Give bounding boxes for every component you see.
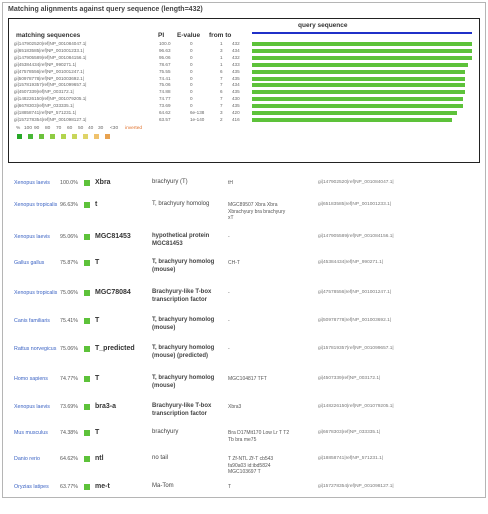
alignment-bar[interactable] [252, 77, 465, 81]
legend-label: 30 [98, 126, 104, 131]
summary-row-from: 1 [220, 61, 223, 67]
summary-row-to: 435 [232, 68, 240, 74]
alignment-bar[interactable] [252, 42, 472, 46]
alignment-bar[interactable] [252, 56, 472, 60]
percent-identity: 75.06% [60, 346, 78, 352]
summary-row-pi: 75.06 [159, 82, 171, 88]
gene-aliases: Bra D17Mit170 Low Lr T T2 Tb bra me75 [228, 430, 290, 443]
gene-symbol: bra3-a [95, 403, 117, 410]
gene-description: T, brachyury homolog (mouse) [152, 259, 215, 273]
gene-description: T, brachyury homolog (mouse) [152, 317, 215, 331]
gene-aliases: T [228, 484, 232, 490]
identity-swatch [84, 376, 90, 382]
summary-row-id: gi|45384434|ref|NP_990271.1| [14, 61, 77, 67]
percent-identity: 74.77% [60, 376, 78, 382]
summary-row-evalue: 6e-138 [190, 110, 205, 115]
summary-row-id: gi|65183585|ref|NP_001001233.1| [14, 47, 84, 53]
gene-aliases: Xbra3 [228, 404, 242, 410]
gene-symbol: T [95, 429, 100, 436]
refseq-link[interactable]: gi|6678303|ref|NP_033335.1| [318, 430, 381, 435]
alignment-bar[interactable] [252, 49, 472, 53]
organism-link[interactable]: Xenopus tropicalis [14, 202, 58, 208]
legend-label: inverted [125, 126, 143, 131]
legend-swatch [105, 134, 110, 139]
summary-row-evalue: 0 [190, 96, 193, 102]
summary-row-from: 3 [220, 47, 223, 53]
refseq-link[interactable]: gi|157819357|ref|NP_001099657.1| [318, 346, 394, 351]
refseq-link[interactable]: gi|148226150|ref|NP_001079205.1| [318, 404, 394, 409]
refseq-link[interactable]: gi|50978778|ref|NP_001003692.1| [318, 318, 392, 323]
summary-row-pi: 73.69 [159, 103, 171, 109]
gene-symbol: T [95, 375, 100, 382]
gene-description: Ma-Tom [152, 483, 174, 489]
summary-row-to: 432 [232, 54, 240, 60]
summary-row-from: 7 [220, 75, 223, 81]
summary-row-pi: 74.88 [159, 89, 171, 95]
refseq-link[interactable]: gi|157278354|ref|NP_001098127.1| [318, 484, 394, 489]
organism-link[interactable]: Oryzias latipes [14, 484, 49, 490]
summary-row-to: 430 [232, 96, 240, 102]
identity-swatch [84, 456, 90, 462]
alignment-row [0, 484, 488, 514]
gene-symbol: MGC81453 [95, 233, 131, 240]
legend-label: 50 [78, 126, 84, 131]
summary-row-evalue: 0 [190, 75, 193, 81]
percent-identity: 75.87% [60, 260, 78, 266]
gene-symbol: MGC78084 [95, 289, 131, 296]
gene-aliases: tH [228, 180, 233, 186]
refseq-link[interactable]: gi|147905589|ref|NP_001084156.1| [318, 234, 394, 239]
header-matching-sequences: matching sequences [16, 32, 81, 39]
summary-row-pi: 64.62 [159, 110, 171, 115]
organism-link[interactable]: Gallus gallus [14, 260, 45, 266]
legend-swatch [61, 134, 66, 139]
alignment-row [0, 260, 488, 290]
alignment-bar[interactable] [252, 97, 463, 101]
summary-row-id: gi|157819357|ref|NP_001099657.1| [14, 82, 87, 88]
percent-identity: 75.41% [60, 318, 78, 324]
summary-row-from: 1 [220, 54, 223, 60]
identity-swatch [84, 234, 90, 240]
percent-identity: 73.69% [60, 404, 78, 410]
summary-row-evalue: 0 [190, 47, 193, 53]
gene-aliases: - [228, 234, 230, 240]
summary-row-from: 1 [220, 41, 223, 46]
alignment-row [0, 318, 488, 348]
identity-swatch [84, 318, 90, 324]
legend-label: 80 [45, 126, 51, 131]
refseq-link[interactable]: gi|65183585|ref|NP_001001233.1| [318, 202, 392, 207]
percent-identity: 96.63% [60, 202, 78, 208]
gene-aliases: - [228, 318, 230, 324]
alignment-bar[interactable] [252, 104, 463, 108]
summary-row-from: 7 [220, 96, 223, 102]
organism-link[interactable]: Xenopus laevis [14, 180, 50, 186]
legend-swatch [39, 134, 44, 139]
alignment-bar[interactable] [252, 70, 465, 74]
legend-label: <30 [110, 126, 119, 131]
alignment-row [0, 290, 488, 320]
gene-description: hypothetical protein MGC81453 [152, 233, 210, 247]
gene-aliases: T Zf-NTL Zf-T cb543 fa90a03 id:ibd5824 MGC103697 T [228, 456, 274, 475]
refseq-link[interactable]: gi|45384434|ref|NP_990271.1| [318, 260, 383, 265]
percent-identity: 74.38% [60, 430, 78, 436]
gene-symbol: T [95, 259, 100, 266]
legend-swatch [50, 134, 55, 139]
summary-row-id: gi|6678303|ref|NP_033335.1| [14, 103, 74, 109]
summary-row-to: 433 [232, 61, 240, 67]
summary-row-evalue: 0 [190, 54, 193, 60]
refseq-link[interactable]: gi|18858741|ref|NP_571231.1| [318, 456, 383, 461]
summary-row-pi: 63.57 [159, 116, 171, 122]
legend-label: 40 [88, 126, 94, 131]
organism-link[interactable]: Danio rerio [14, 456, 40, 462]
summary-row-evalue: 0 [190, 103, 193, 109]
gene-description: brachyury [152, 429, 179, 435]
gene-description: no tail [152, 455, 169, 461]
legend-label: % [16, 126, 21, 131]
summary-row-id: gi|147905589|ref|NP_001084156.1| [14, 54, 87, 60]
refseq-link[interactable]: gi|4507339|ref|NP_003172.1| [318, 376, 381, 381]
identity-swatch [84, 484, 90, 490]
page-title: Matching alignments against query sequence (length=432) [8, 6, 203, 13]
gene-description: T, brachyury homolog (mouse) (predicted) [152, 345, 215, 359]
alignment-bar[interactable] [252, 83, 465, 87]
summary-row-from: 2 [220, 116, 223, 122]
summary-row-pi: 74.41 [159, 75, 171, 81]
gene-aliases: - [228, 346, 230, 352]
summary-row-evalue: 0 [190, 61, 193, 67]
summary-row-from: 3 [220, 110, 223, 115]
organism-link[interactable]: Rattus norvegicus [14, 346, 57, 352]
organism-link[interactable]: Xenopus laevis [14, 234, 50, 240]
identity-swatch [84, 260, 90, 266]
query-sequence-line [252, 32, 472, 34]
gene-description: Brachyury-like T-box transcription factor [152, 289, 212, 303]
legend-label: 90 [34, 126, 40, 131]
summary-row-pi: 96.63 [159, 47, 171, 53]
alignment-row [0, 202, 488, 232]
legend-swatch [94, 134, 99, 139]
summary-row-evalue: 0 [190, 89, 193, 95]
header-pi: PI [158, 32, 165, 39]
gene-description: Brachyury-like T-box transcription factor [152, 403, 212, 417]
gene-aliases: MGC104817 TFT [228, 376, 267, 382]
summary-row-pi: 95.06 [159, 54, 171, 60]
percent-identity: 75.06% [60, 290, 78, 296]
summary-row-evalue: 1e-140 [190, 116, 205, 122]
legend-label: 70 [56, 126, 62, 131]
gene-symbol: me-t [95, 483, 110, 490]
refseq-link[interactable]: gi|147902520|ref|NP_001084047.1| [318, 180, 394, 185]
gene-description: T, brachyury homolog (mouse) [152, 375, 215, 389]
legend-label: 60 [67, 126, 73, 131]
percent-identity: 100.0% [60, 180, 78, 186]
query-sequence-label: query sequence [298, 22, 348, 29]
summary-row-to: 434 [232, 82, 240, 88]
organism-link[interactable]: Canis familiaris [14, 318, 50, 324]
gene-description: T, brachyury homolog [152, 201, 210, 207]
gene-symbol: ntl [95, 455, 104, 462]
identity-swatch [84, 290, 90, 296]
summary-row-pi: 78.67 [159, 61, 171, 67]
gene-symbol: T_predicted [95, 345, 135, 352]
summary-row-to: 432 [232, 41, 240, 46]
legend-label: 100 [24, 126, 33, 131]
summary-row-to: 434 [232, 47, 240, 53]
summary-row-id: gi|18858741|ref|NP_571231.1| [14, 110, 77, 115]
alignment-row [0, 456, 488, 486]
header-from-to: from to [209, 32, 232, 39]
summary-row-id: gi|4507339|ref|NP_003172.1| [14, 89, 74, 95]
legend-swatch [28, 134, 33, 139]
summary-row-to: 416 [232, 116, 240, 122]
summary-row-pi: 74.77 [159, 96, 171, 102]
alignment-bar[interactable] [252, 118, 452, 122]
summary-row-from: 7 [220, 103, 223, 109]
alignment-row [0, 346, 488, 376]
summary-row-to: 435 [232, 103, 240, 109]
percent-identity: 63.77% [60, 484, 78, 490]
identity-swatch [84, 346, 90, 352]
gene-symbol: T [95, 317, 100, 324]
alignment-row [0, 376, 488, 406]
organism-link[interactable]: Homo sapiens [14, 376, 48, 382]
summary-row-id: gi|47578556|ref|NP_001001247.1| [14, 68, 84, 74]
organism-link[interactable]: Xenopus tropicalis [14, 290, 58, 296]
summary-row-to: 435 [232, 75, 240, 81]
identity-swatch [84, 180, 90, 186]
summary-row-evalue: 0 [190, 41, 193, 46]
summary-row-pi: 75.55 [159, 68, 171, 74]
header-evalue: E-value [177, 32, 201, 39]
alignment-bar[interactable] [252, 63, 468, 67]
alignment-bar[interactable] [252, 90, 465, 94]
legend-swatch [72, 134, 77, 139]
gene-symbol: Xbra [95, 179, 111, 186]
summary-row-from: 6 [220, 89, 223, 95]
refseq-link[interactable]: gi|47578556|ref|NP_001001247.1| [318, 290, 392, 295]
legend-swatch [83, 134, 88, 139]
alignment-bar[interactable] [252, 111, 457, 115]
percent-identity: 64.62% [60, 456, 78, 462]
summary-row-id: gi|148226150|ref|NP_001079205.1| [14, 96, 87, 102]
gene-aliases: MGC89507 Xbra Xbra Xbrachyury bra brachyury xT [228, 202, 286, 221]
summary-row-to: 420 [232, 110, 240, 115]
identity-swatch [84, 404, 90, 410]
summary-row-id: gi|50978778|ref|NP_001003692.1| [14, 75, 84, 81]
summary-row-pi: 100.0 [159, 41, 171, 46]
identity-swatch [84, 202, 90, 208]
summary-row-id: gi|157278354|ref|NP_001098127.1| [14, 116, 87, 122]
summary-row-id: gi|147902520|ref|NP_001084047.1| [14, 41, 87, 46]
summary-row-to: 435 [232, 89, 240, 95]
organism-link[interactable]: Xenopus laevis [14, 404, 50, 410]
percent-identity: 95.06% [60, 234, 78, 240]
organism-link[interactable]: Mus musculus [14, 430, 48, 436]
summary-row-from: 6 [220, 68, 223, 74]
gene-aliases: CH-T [228, 260, 240, 266]
gene-aliases: - [228, 290, 230, 296]
identity-swatch [84, 430, 90, 436]
summary-row-evalue: 0 [190, 68, 193, 74]
summary-row-from: 7 [220, 82, 223, 88]
legend-swatch [17, 134, 22, 139]
gene-symbol: t [95, 201, 98, 208]
gene-description: brachyury (T) [152, 179, 188, 185]
summary-row-evalue: 0 [190, 82, 193, 88]
